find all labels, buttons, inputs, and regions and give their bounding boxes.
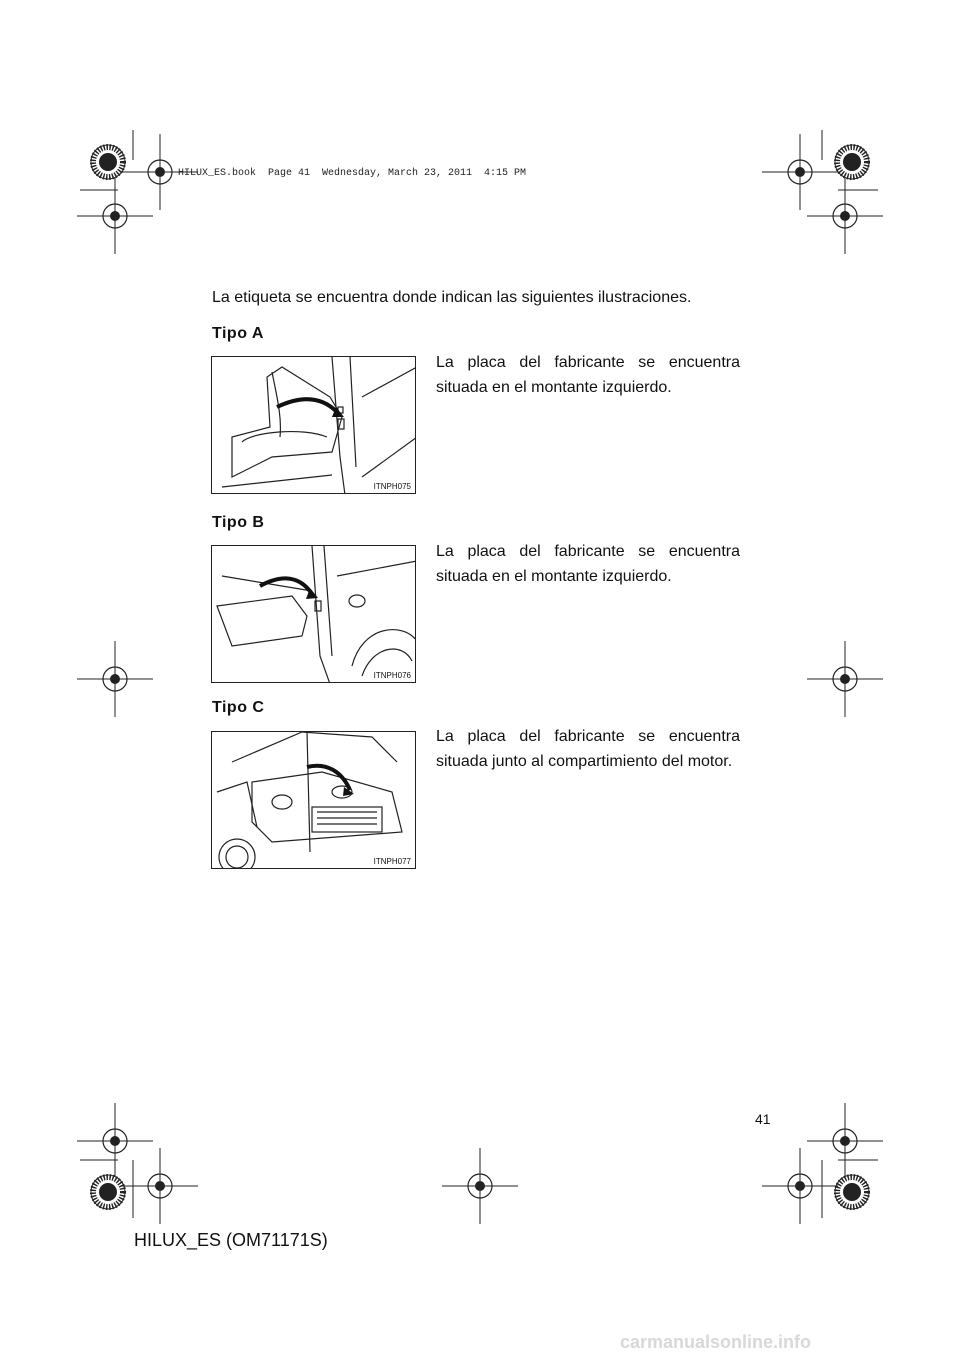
- figure-type-c: [211, 731, 416, 869]
- description-type-a: La placa del fabricante se encuentra situada en el montante izquierdo.: [436, 354, 740, 396]
- type-a-heading: Tipo A: [212, 325, 264, 342]
- footer-manual-code: HILUX_ES (OM71171S): [134, 1230, 328, 1250]
- type-b-heading: Tipo B: [212, 514, 265, 531]
- page-number: 41: [755, 1111, 771, 1127]
- type-c-heading: Tipo C: [212, 699, 265, 716]
- figure-type-a: [211, 356, 416, 494]
- description-type-b: La placa del fabricante se encuentra situada en el montante izquierdo.: [436, 543, 740, 585]
- engine-bay-illustration: [212, 732, 416, 869]
- watermark: carmanualsonline.info: [620, 1332, 812, 1352]
- figure-type-b: [211, 545, 416, 683]
- intro-text: La etiqueta se encuentra donde indican las siguientes ilustraciones.: [212, 289, 692, 306]
- description-type-c: La placa del fabricante se encuentra situada junto al compartimiento del motor.: [436, 728, 740, 770]
- figure-code-b: ITNPH076: [373, 671, 411, 680]
- seat-pillar-illustration: [212, 357, 416, 494]
- print-header-stamp: HILUX_ES.book Page 41 Wednesday, March 23, 2011 4:15 PM: [178, 168, 527, 179]
- figure-code-a: ITNPH075: [373, 482, 411, 491]
- seat-pillar-illustration: [212, 546, 416, 683]
- figure-code-c: ITNPH077: [373, 857, 411, 866]
